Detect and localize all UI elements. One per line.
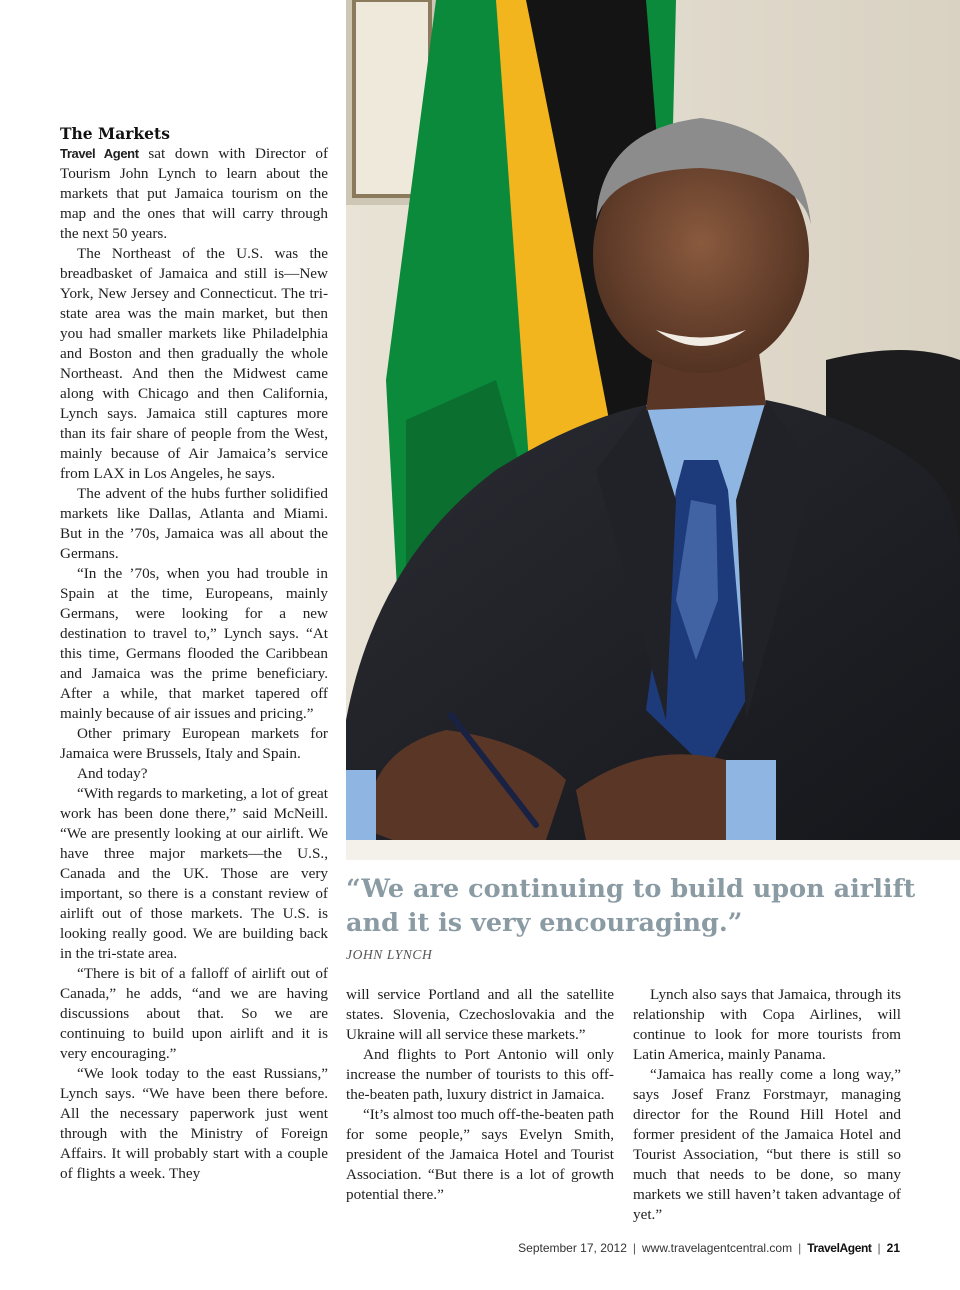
article-column-1 <box>60 124 328 1184</box>
footer-divider: | <box>877 1241 881 1255</box>
body-paragraph: “There is bit of a falloff of airlift out of Canada,” he adds, “and we are having discussions about that. So we are continuing to build upon airlift and it is very encouraging.” <box>60 965 328 1062</box>
page-number: 21 <box>886 1241 900 1255</box>
footer-divider: | <box>632 1241 637 1255</box>
body-paragraph: And flights to Port Antonio will only increase the number of tourists to this off-the-beaten path, luxury district in Jamaica. <box>346 1046 614 1103</box>
body-paragraph: “In the ’70s, when you had trouble in Spain at the time, Europeans, mainly Germans, were looking for a new destination to travel to,” Lynch says. “At this time, Germans flooded the Caribbean and Jamaica was the prime beneficiary. After a while, that market tapered off mainly because of air issues and pricing.” <box>60 565 328 722</box>
portrait-illustration <box>346 0 960 860</box>
footer-divider: | <box>798 1241 802 1255</box>
issue-date: September 17, 2012 <box>518 1241 627 1255</box>
body-paragraph: The advent of the hubs further solidified markets like Dallas, Atlanta and Miami. But in the ’70s, Jamaica was all about the Germans. <box>60 485 328 562</box>
intro-text: sat down with Director of Tourism John Lynch to learn about the markets that put Jamaica tourism on the map and the ones that will carry through the next 50 years. <box>60 145 329 242</box>
body-paragraph: Lynch also says that Jamaica, through its relationship with Copa Airlines, will continue to look for more tourists from Latin America, mainly Panama. <box>633 986 901 1063</box>
body-paragraph: “It’s almost too much off-the-beaten path for some people,” says Evelyn Smith, president of the Jamaica Hotel and Tourist Association. “But there is a lot of growth potential there.” <box>346 1106 614 1203</box>
body-paragraph: The Northeast of the U.S. was the breadbasket of Jamaica and still is—New York, New Jersey and Connecticut. The tri-state area was the main market, but then you had smaller markets like Philadelphia and Boston and then gradually the whole Northeast. And then the Midwest came along with Chicago and then California, Lynch says. Jamaica still captures more than its fair share of people from the West, mainly because of Air Jamaica’s service from LAX in Los Angeles, he says. <box>60 245 328 482</box>
body-paragraph: Other primary European markets for Jamaica were Brussels, Italy and Spain. <box>60 725 328 762</box>
body-paragraph: “Jamaica has really come a long way,” says Josef Franz Forstmayr, managing director for the Round Hill Hotel and former president of the Jamaica Hotel and Tourist Association, “but there is still so much that needs to be done, so many markets we still haven’t taken advantage of yet.” <box>633 1066 901 1223</box>
page-footer <box>518 1241 900 1255</box>
magazine-brand: TravelAgent <box>807 1241 872 1255</box>
body-paragraph: “With regards to marketing, a lot of great work has been done there,” said McNeill. “We are presently looking at our airlift. We have three major markets—the U.S., Canada and the UK. Those are very important, so there is a constant review of airlift out of those markets. The U.S. is looking really good. We are building back in the tri-state area. <box>60 785 328 962</box>
intro-paragraph <box>60 144 328 244</box>
article-column-2 <box>346 985 614 1205</box>
body-paragraph: And today? <box>77 765 148 782</box>
article-column-3 <box>633 985 901 1225</box>
body-paragraph: will service Portland and all the satellite states. Slovenia, Czechoslovakia and the Ukraine will all service these markets.” <box>346 986 614 1043</box>
pull-quote-attribution: JOHN LYNCH <box>346 947 433 962</box>
magazine-brand-inline: Travel Agent <box>60 146 139 161</box>
website-link[interactable]: www.travelagentcentral.com <box>642 1241 793 1255</box>
portrait-photo <box>346 0 960 860</box>
section-heading: The Markets <box>60 124 170 143</box>
body-paragraph: “We look today to the east Russians,” Lynch says. “We have been there before. All the necessary paperwork just went through with the Ministry of Foreign Affairs. It will probably start with a couple of flights a week. They <box>60 1065 328 1182</box>
pull-quote: “We are continuing to build upon airlift and it is very encouraging.” <box>346 874 916 938</box>
